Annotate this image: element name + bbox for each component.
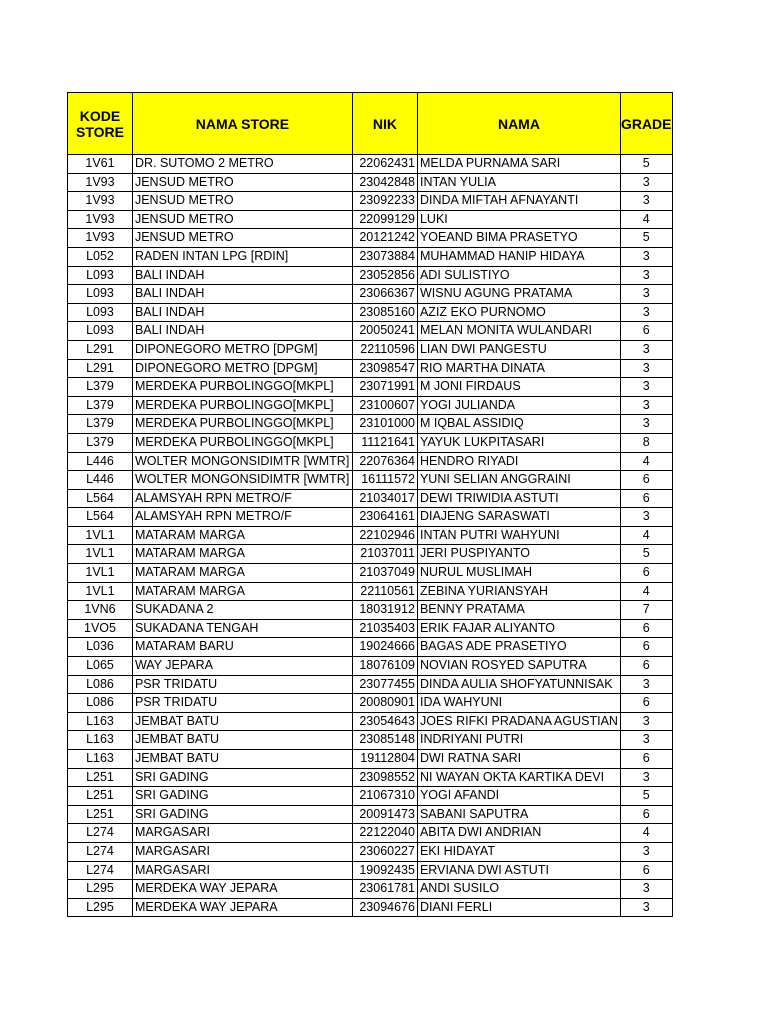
cell-grade: 3	[620, 768, 672, 787]
cell-nama: DWI RATNA SARI	[417, 750, 620, 769]
cell-kode-store: L093	[68, 266, 133, 285]
header-nik: NIK	[352, 93, 417, 155]
cell-kode-store: 1VO5	[68, 619, 133, 638]
table-row	[68, 303, 673, 322]
table-row	[68, 396, 673, 415]
cell-grade: 3	[620, 378, 672, 397]
cell-nama-store: MATARAM MARGA	[132, 564, 352, 583]
cell-nama-store: BALI INDAH	[132, 322, 352, 341]
cell-nik: 22062431	[352, 155, 417, 174]
cell-grade: 3	[620, 192, 672, 211]
table-row	[68, 638, 673, 657]
cell-kode-store: 1V61	[68, 155, 133, 174]
cell-kode-store: L274	[68, 842, 133, 861]
cell-grade: 4	[620, 452, 672, 471]
cell-nama: LIAN DWI PANGESTU	[417, 340, 620, 359]
cell-nama-store: WOLTER MONGONSIDIMTR [WMTR]	[132, 471, 352, 490]
cell-kode-store: L086	[68, 675, 133, 694]
cell-nik: 23052856	[352, 266, 417, 285]
table-row	[68, 768, 673, 787]
cell-nama: DIAJENG SARASWATI	[417, 508, 620, 527]
table-header	[68, 93, 673, 155]
cell-kode-store: L564	[68, 489, 133, 508]
cell-nama: AZIZ EKO PURNOMO	[417, 303, 620, 322]
cell-nama: INDRIYANI PUTRI	[417, 731, 620, 750]
cell-nama: EKI HIDAYAT	[417, 842, 620, 861]
table-row	[68, 210, 673, 229]
cell-grade: 6	[620, 694, 672, 713]
cell-nama-store: JENSUD METRO	[132, 229, 352, 248]
cell-nik: 23060227	[352, 842, 417, 861]
cell-nama-store: MATARAM MARGA	[132, 526, 352, 545]
cell-nama-store: ALAMSYAH RPN METRO/F	[132, 489, 352, 508]
cell-nama: YUNI SELIAN ANGGRAINI	[417, 471, 620, 490]
cell-grade: 3	[620, 712, 672, 731]
cell-nama: ABITA DWI ANDRIAN	[417, 824, 620, 843]
cell-kode-store: L564	[68, 508, 133, 527]
cell-nama-store: JEMBAT BATU	[132, 712, 352, 731]
cell-nama-store: JEMBAT BATU	[132, 750, 352, 769]
cell-kode-store: L052	[68, 247, 133, 266]
cell-kode-store: L093	[68, 303, 133, 322]
cell-nama: ERVIANA DWI ASTUTI	[417, 861, 620, 880]
cell-nama: M IQBAL ASSIDIQ	[417, 415, 620, 434]
cell-grade: 3	[620, 266, 672, 285]
cell-nik: 19092435	[352, 861, 417, 880]
cell-grade: 3	[620, 508, 672, 527]
cell-kode-store: L251	[68, 805, 133, 824]
cell-nik: 11121641	[352, 433, 417, 452]
table-row	[68, 322, 673, 341]
cell-kode-store: L291	[68, 359, 133, 378]
cell-kode-store: L093	[68, 285, 133, 304]
cell-nik: 23085148	[352, 731, 417, 750]
cell-nik: 20050241	[352, 322, 417, 341]
cell-nik: 19112804	[352, 750, 417, 769]
table-row	[68, 861, 673, 880]
cell-kode-store: 1VL1	[68, 564, 133, 583]
cell-nik: 23061781	[352, 880, 417, 899]
cell-grade: 3	[620, 173, 672, 192]
cell-kode-store: 1VN6	[68, 601, 133, 620]
cell-nama-store: PSR TRIDATU	[132, 694, 352, 713]
cell-nik: 23064161	[352, 508, 417, 527]
cell-nik: 21037011	[352, 545, 417, 564]
table-row	[68, 229, 673, 248]
cell-nama-store: MATARAM MARGA	[132, 545, 352, 564]
table-row	[68, 805, 673, 824]
cell-nama-store: ALAMSYAH RPN METRO/F	[132, 508, 352, 527]
cell-nik: 21037049	[352, 564, 417, 583]
cell-grade: 6	[620, 750, 672, 769]
cell-grade: 3	[620, 675, 672, 694]
cell-kode-store: L274	[68, 824, 133, 843]
cell-nik: 22102946	[352, 526, 417, 545]
cell-grade: 6	[620, 657, 672, 676]
cell-nik: 18076109	[352, 657, 417, 676]
cell-nama-store: SRI GADING	[132, 768, 352, 787]
header-kode-store: KODE STORE	[68, 93, 133, 155]
cell-kode-store: 1V93	[68, 229, 133, 248]
table-row	[68, 285, 673, 304]
cell-grade: 5	[620, 787, 672, 806]
cell-kode-store: L036	[68, 638, 133, 657]
cell-nama: DINDA AULIA SHOFYATUNNISAK	[417, 675, 620, 694]
cell-nama: JOES RIFKI PRADANA AGUSTIAN	[417, 712, 620, 731]
table-row	[68, 508, 673, 527]
table-row	[68, 155, 673, 174]
cell-nik: 18031912	[352, 601, 417, 620]
cell-nama-store: JENSUD METRO	[132, 210, 352, 229]
cell-grade: 3	[620, 285, 672, 304]
cell-nama: DINDA MIFTAH AFNAYANTI	[417, 192, 620, 211]
cell-nik: 22110561	[352, 582, 417, 601]
cell-nama: IDA WAHYUNI	[417, 694, 620, 713]
cell-nik: 20091473	[352, 805, 417, 824]
cell-nama-store: MERDEKA WAY JEPARA	[132, 880, 352, 899]
table-row	[68, 657, 673, 676]
cell-nama: INTAN YULIA	[417, 173, 620, 192]
table-row	[68, 824, 673, 843]
cell-kode-store: 1V93	[68, 192, 133, 211]
table-row	[68, 378, 673, 397]
cell-kode-store: L379	[68, 433, 133, 452]
cell-grade: 6	[620, 322, 672, 341]
cell-nama-store: BALI INDAH	[132, 285, 352, 304]
cell-kode-store: L295	[68, 880, 133, 899]
cell-nama: ANDI SUSILO	[417, 880, 620, 899]
cell-grade: 6	[620, 564, 672, 583]
cell-nama: DEWI TRIWIDIA ASTUTI	[417, 489, 620, 508]
cell-nama-store: BALI INDAH	[132, 303, 352, 322]
cell-nama-store: MARGASARI	[132, 824, 352, 843]
cell-nama-store: DIPONEGORO METRO [DPGM]	[132, 340, 352, 359]
table-row	[68, 712, 673, 731]
cell-nama-store: MERDEKA PURBOLINGGO[MKPL]	[132, 415, 352, 434]
cell-grade: 6	[620, 805, 672, 824]
table-row	[68, 619, 673, 638]
cell-kode-store: L093	[68, 322, 133, 341]
cell-grade: 4	[620, 526, 672, 545]
cell-nama-store: MERDEKA PURBOLINGGO[MKPL]	[132, 433, 352, 452]
cell-grade: 5	[620, 545, 672, 564]
header-row	[68, 93, 673, 155]
cell-nama: MELAN MONITA WULANDARI	[417, 322, 620, 341]
cell-nik: 23071991	[352, 378, 417, 397]
cell-grade: 3	[620, 303, 672, 322]
cell-nama: ZEBINA YURIANSYAH	[417, 582, 620, 601]
cell-grade: 6	[620, 861, 672, 880]
table-row	[68, 452, 673, 471]
cell-nama: SABANI SAPUTRA	[417, 805, 620, 824]
cell-grade: 3	[620, 340, 672, 359]
table-row	[68, 582, 673, 601]
cell-kode-store: L446	[68, 452, 133, 471]
cell-kode-store: L295	[68, 898, 133, 917]
table-row	[68, 787, 673, 806]
table-body	[68, 155, 673, 917]
cell-kode-store: L065	[68, 657, 133, 676]
cell-nik: 23092233	[352, 192, 417, 211]
cell-kode-store: L379	[68, 378, 133, 397]
cell-nik: 23077455	[352, 675, 417, 694]
cell-nik: 23073884	[352, 247, 417, 266]
cell-grade: 3	[620, 247, 672, 266]
cell-nama: DIANI FERLI	[417, 898, 620, 917]
cell-nik: 23066367	[352, 285, 417, 304]
cell-nama: ADI SULISTIYO	[417, 266, 620, 285]
cell-grade: 3	[620, 396, 672, 415]
cell-kode-store: 1V93	[68, 173, 133, 192]
cell-nama-store: WAY JEPARA	[132, 657, 352, 676]
cell-nama: MELDA PURNAMA SARI	[417, 155, 620, 174]
cell-kode-store: L163	[68, 750, 133, 769]
cell-kode-store: L086	[68, 694, 133, 713]
cell-nama-store: MARGASARI	[132, 861, 352, 880]
table-row	[68, 415, 673, 434]
table-row	[68, 750, 673, 769]
cell-grade: 6	[620, 489, 672, 508]
cell-nama: JERI PUSPIYANTO	[417, 545, 620, 564]
cell-kode-store: L446	[68, 471, 133, 490]
cell-nama: BAGAS ADE PRASETIYO	[417, 638, 620, 657]
cell-nama-store: MATARAM BARU	[132, 638, 352, 657]
cell-nama: MUHAMMAD HANIP HIDAYA	[417, 247, 620, 266]
cell-nama: YOEAND BIMA PRASETYO	[417, 229, 620, 248]
cell-nama-store: JENSUD METRO	[132, 173, 352, 192]
table-row	[68, 675, 673, 694]
cell-nama: YOGI AFANDI	[417, 787, 620, 806]
cell-nama-store: BALI INDAH	[132, 266, 352, 285]
cell-nik: 21034017	[352, 489, 417, 508]
cell-kode-store: L163	[68, 712, 133, 731]
cell-nama-store: SRI GADING	[132, 787, 352, 806]
cell-kode-store: 1V93	[68, 210, 133, 229]
cell-nik: 21035403	[352, 619, 417, 638]
cell-grade: 6	[620, 638, 672, 657]
cell-nama-store: MARGASARI	[132, 842, 352, 861]
table-row	[68, 173, 673, 192]
table-row	[68, 192, 673, 211]
cell-nama-store: MERDEKA WAY JEPARA	[132, 898, 352, 917]
table-row	[68, 601, 673, 620]
header-grade: GRADE	[620, 93, 672, 155]
cell-grade: 4	[620, 210, 672, 229]
cell-grade: 3	[620, 880, 672, 899]
cell-nik: 22122040	[352, 824, 417, 843]
cell-nama-store: MERDEKA PURBOLINGGO[MKPL]	[132, 378, 352, 397]
cell-nama: INTAN PUTRI WAHYUNI	[417, 526, 620, 545]
cell-kode-store: 1VL1	[68, 545, 133, 564]
cell-nik: 19024666	[352, 638, 417, 657]
table-row	[68, 340, 673, 359]
cell-nama-store: RADEN INTAN LPG [RDIN]	[132, 247, 352, 266]
table-row	[68, 526, 673, 545]
cell-nik: 20080901	[352, 694, 417, 713]
cell-kode-store: L274	[68, 861, 133, 880]
table-row	[68, 564, 673, 583]
cell-nama: BENNY PRATAMA	[417, 601, 620, 620]
cell-kode-store: 1VL1	[68, 526, 133, 545]
table-row	[68, 489, 673, 508]
cell-grade: 7	[620, 601, 672, 620]
cell-nama-store: MATARAM MARGA	[132, 582, 352, 601]
cell-nama: NURUL MUSLIMAH	[417, 564, 620, 583]
cell-nik: 23100607	[352, 396, 417, 415]
table-row	[68, 545, 673, 564]
cell-nik: 22076364	[352, 452, 417, 471]
cell-nama-store: JEMBAT BATU	[132, 731, 352, 750]
cell-nama: YAYUK LUKPITASARI	[417, 433, 620, 452]
table-row	[68, 433, 673, 452]
cell-kode-store: L251	[68, 768, 133, 787]
cell-nama-store: PSR TRIDATU	[132, 675, 352, 694]
employee-grade-table	[67, 92, 673, 917]
cell-nama-store: SUKADANA 2	[132, 601, 352, 620]
cell-nama-store: MERDEKA PURBOLINGGO[MKPL]	[132, 396, 352, 415]
cell-nik: 23094676	[352, 898, 417, 917]
cell-grade: 4	[620, 582, 672, 601]
cell-nik: 23098552	[352, 768, 417, 787]
cell-kode-store: L291	[68, 340, 133, 359]
cell-nik: 23085160	[352, 303, 417, 322]
cell-nik: 20121242	[352, 229, 417, 248]
cell-nama: HENDRO RIYADI	[417, 452, 620, 471]
table-row	[68, 898, 673, 917]
cell-nama-store: DR. SUTOMO 2 METRO	[132, 155, 352, 174]
cell-kode-store: L163	[68, 731, 133, 750]
cell-grade: 5	[620, 229, 672, 248]
cell-grade: 6	[620, 471, 672, 490]
cell-grade: 6	[620, 619, 672, 638]
cell-kode-store: L251	[68, 787, 133, 806]
cell-nama: YOGI JULIANDA	[417, 396, 620, 415]
cell-nik: 22099129	[352, 210, 417, 229]
cell-nama: NOVIAN ROSYED SAPUTRA	[417, 657, 620, 676]
table-row	[68, 266, 673, 285]
cell-nama-store: DIPONEGORO METRO [DPGM]	[132, 359, 352, 378]
cell-grade: 5	[620, 155, 672, 174]
table-row	[68, 842, 673, 861]
cell-nik: 23101000	[352, 415, 417, 434]
cell-nama: M JONI FIRDAUS	[417, 378, 620, 397]
cell-nik: 23098547	[352, 359, 417, 378]
cell-nama: LUKI	[417, 210, 620, 229]
cell-grade: 3	[620, 415, 672, 434]
cell-nama-store: SRI GADING	[132, 805, 352, 824]
table-row	[68, 359, 673, 378]
cell-kode-store: L379	[68, 396, 133, 415]
cell-kode-store: L379	[68, 415, 133, 434]
cell-grade: 3	[620, 842, 672, 861]
cell-nama-store: WOLTER MONGONSIDIMTR [WMTR]	[132, 452, 352, 471]
cell-grade: 3	[620, 898, 672, 917]
cell-grade: 4	[620, 824, 672, 843]
table-row	[68, 694, 673, 713]
cell-nik: 23054643	[352, 712, 417, 731]
cell-nama-store: JENSUD METRO	[132, 192, 352, 211]
cell-nik: 23042848	[352, 173, 417, 192]
table-row	[68, 471, 673, 490]
cell-nama: WISNU AGUNG PRATAMA	[417, 285, 620, 304]
table-row	[68, 247, 673, 266]
cell-nama: RIO MARTHA DINATA	[417, 359, 620, 378]
header-nama: NAMA	[417, 93, 620, 155]
cell-nik: 21067310	[352, 787, 417, 806]
cell-grade: 3	[620, 731, 672, 750]
cell-kode-store: 1VL1	[68, 582, 133, 601]
cell-nama: ERIK FAJAR ALIYANTO	[417, 619, 620, 638]
cell-nik: 16111572	[352, 471, 417, 490]
table-row	[68, 731, 673, 750]
cell-nama: NI WAYAN OKTA KARTIKA DEVI	[417, 768, 620, 787]
header-nama-store: NAMA STORE	[132, 93, 352, 155]
cell-nik: 22110596	[352, 340, 417, 359]
table-row	[68, 880, 673, 899]
cell-nama-store: SUKADANA TENGAH	[132, 619, 352, 638]
cell-grade: 8	[620, 433, 672, 452]
cell-grade: 3	[620, 359, 672, 378]
